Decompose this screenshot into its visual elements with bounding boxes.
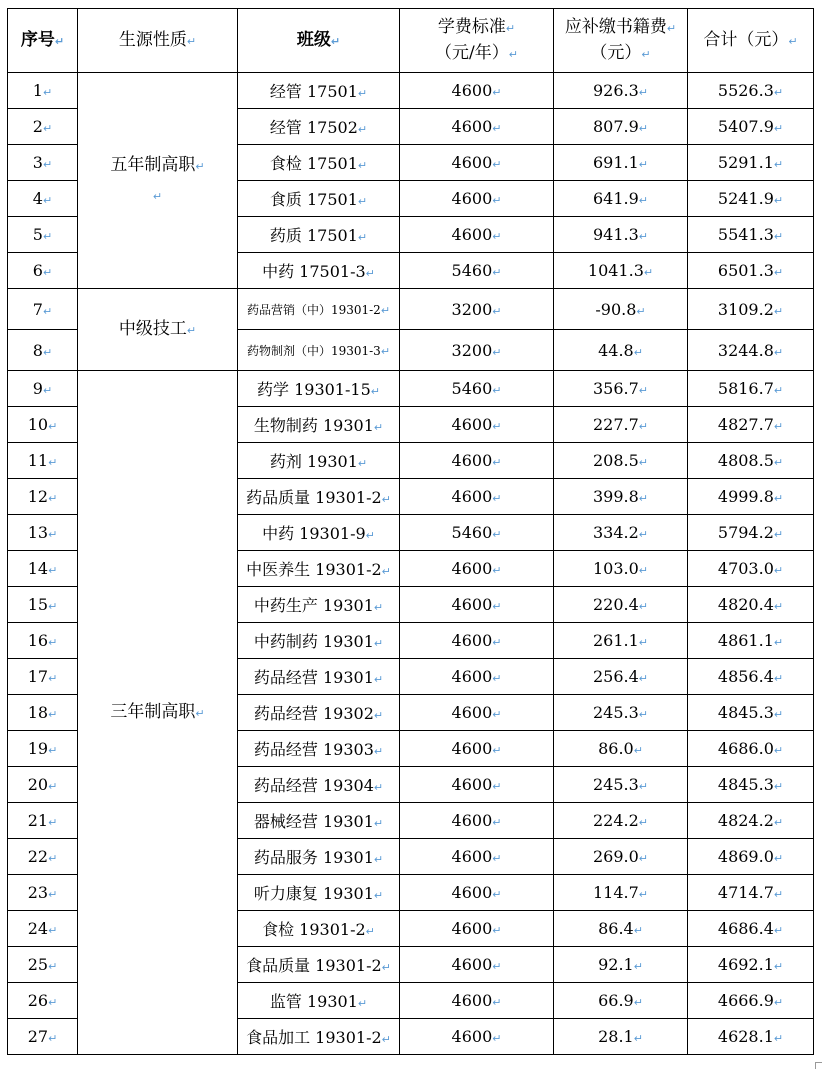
cell-tuition: 4600↵: [400, 551, 554, 587]
cell-books: 334.2↵: [554, 515, 688, 551]
cell-books: 92.1↵: [554, 947, 688, 983]
cell-total: 4703.0↵: [688, 551, 814, 587]
table-row: [8, 73, 814, 109]
cell-index: 25↵: [8, 947, 78, 983]
cell-books: 399.8↵: [554, 479, 688, 515]
cell-tuition: 4600↵: [400, 767, 554, 803]
header-class: 班级↵: [238, 9, 400, 73]
cell-class: 生物制药 19301↵: [238, 407, 400, 443]
cell-tuition: 3200↵: [400, 330, 554, 371]
cell-index: 14↵: [8, 551, 78, 587]
cell-class: 药物制剂（中）19301-3↵: [238, 330, 400, 371]
cell-class: 监管 19301↵: [238, 983, 400, 1019]
cell-index: 17↵: [8, 659, 78, 695]
cell-total: 4856.4↵: [688, 659, 814, 695]
cell-index: 4↵: [8, 181, 78, 217]
cell-index: 5↵: [8, 217, 78, 253]
cell-index: 12↵: [8, 479, 78, 515]
cell-class: 食检 17501↵: [238, 145, 400, 181]
cell-total: 4845.3↵: [688, 695, 814, 731]
cell-books: 114.7↵: [554, 875, 688, 911]
cell-tuition: 5460↵: [400, 253, 554, 289]
cell-books: 28.1↵: [554, 1019, 688, 1055]
cell-books: 44.8↵: [554, 330, 688, 371]
cell-tuition: 4600↵: [400, 947, 554, 983]
cell-books: -90.8↵: [554, 289, 688, 330]
cell-books: 66.9↵: [554, 983, 688, 1019]
page-corner-mark: [815, 1062, 822, 1069]
cell-books: 641.9↵: [554, 181, 688, 217]
cell-total: 4692.1↵: [688, 947, 814, 983]
cell-tuition: 4600↵: [400, 407, 554, 443]
cell-books: 86.0↵: [554, 731, 688, 767]
cell-books: 86.4↵: [554, 911, 688, 947]
cell-class: 经管 17501↵: [238, 73, 400, 109]
cell-total: 4861.1↵: [688, 623, 814, 659]
table-row: [8, 289, 814, 330]
cell-class: 经管 17502↵: [238, 109, 400, 145]
cell-total: 3109.2↵: [688, 289, 814, 330]
cell-class: 药品营销（中）19301-2↵: [238, 289, 400, 330]
cell-tuition: 4600↵: [400, 731, 554, 767]
cell-books: 245.3↵: [554, 695, 688, 731]
cell-class: 食品质量 19301-2↵: [238, 947, 400, 983]
header-books: 应补缴书籍费↵ （元）↵: [554, 9, 688, 73]
cell-tuition: 4600↵: [400, 875, 554, 911]
cell-books: 224.2↵: [554, 803, 688, 839]
cell-tuition: 4600↵: [400, 145, 554, 181]
cell-books: 1041.3↵: [554, 253, 688, 289]
cell-total: 4820.4↵: [688, 587, 814, 623]
cell-index: 24↵: [8, 911, 78, 947]
cell-books: 941.3↵: [554, 217, 688, 253]
cell-tuition: 4600↵: [400, 109, 554, 145]
cell-books: 245.3↵: [554, 767, 688, 803]
cell-index: 15↵: [8, 587, 78, 623]
cell-books: 227.7↵: [554, 407, 688, 443]
cell-source-group: 五年制高职↵ ↵: [78, 73, 238, 289]
cell-tuition: 4600↵: [400, 1019, 554, 1055]
cell-index: 11↵: [8, 443, 78, 479]
cell-total: 4686.0↵: [688, 731, 814, 767]
cell-total: 5526.3↵: [688, 73, 814, 109]
cell-class: 听力康复 19301↵: [238, 875, 400, 911]
cell-index: 3↵: [8, 145, 78, 181]
cell-books: 261.1↵: [554, 623, 688, 659]
cell-tuition: 4600↵: [400, 73, 554, 109]
cell-class: 药品经营 19303↵: [238, 731, 400, 767]
cell-books: 691.1↵: [554, 145, 688, 181]
cell-class: 中药 17501-3↵: [238, 253, 400, 289]
cell-total: 6501.3↵: [688, 253, 814, 289]
cell-tuition: 4600↵: [400, 479, 554, 515]
cell-tuition: 4600↵: [400, 623, 554, 659]
table-body: [8, 73, 814, 1055]
cell-index: 20↵: [8, 767, 78, 803]
cell-total: 5794.2↵: [688, 515, 814, 551]
cell-total: 4808.5↵: [688, 443, 814, 479]
cell-class: 中药 19301-9↵: [238, 515, 400, 551]
cell-index: 13↵: [8, 515, 78, 551]
cell-total: 4999.8↵: [688, 479, 814, 515]
table-row: [8, 371, 814, 407]
cell-tuition: 4600↵: [400, 443, 554, 479]
cell-tuition: 4600↵: [400, 659, 554, 695]
header-row: [8, 9, 814, 73]
cell-tuition: 3200↵: [400, 289, 554, 330]
cell-total: 4628.1↵: [688, 1019, 814, 1055]
cell-total: 4845.3↵: [688, 767, 814, 803]
cell-class: 药学 19301-15↵: [238, 371, 400, 407]
cell-class: 食质 17501↵: [238, 181, 400, 217]
cell-total: 5816.7↵: [688, 371, 814, 407]
cell-total: 4666.9↵: [688, 983, 814, 1019]
header-tuition: 学费标准↵ （元/年）↵: [400, 9, 554, 73]
cell-index: 19↵: [8, 731, 78, 767]
cell-total: 4824.2↵: [688, 803, 814, 839]
cell-class: 食品加工 19301-2↵: [238, 1019, 400, 1055]
cell-class: 器械经营 19301↵: [238, 803, 400, 839]
cell-total: 5541.3↵: [688, 217, 814, 253]
cell-tuition: 4600↵: [400, 983, 554, 1019]
cell-total: 4686.4↵: [688, 911, 814, 947]
cell-index: 6↵: [8, 253, 78, 289]
cell-books: 269.0↵: [554, 839, 688, 875]
cell-index: 9↵: [8, 371, 78, 407]
cell-index: 21↵: [8, 803, 78, 839]
cell-index: 10↵: [8, 407, 78, 443]
header-total: 合计（元）↵: [688, 9, 814, 73]
cell-total: 4869.0↵: [688, 839, 814, 875]
cell-tuition: 4600↵: [400, 839, 554, 875]
cell-tuition: 4600↵: [400, 911, 554, 947]
cell-books: 356.7↵: [554, 371, 688, 407]
cell-tuition: 4600↵: [400, 803, 554, 839]
cell-books: 103.0↵: [554, 551, 688, 587]
cell-tuition: 4600↵: [400, 181, 554, 217]
cell-tuition: 4600↵: [400, 587, 554, 623]
cell-class: 药品经营 19304↵: [238, 767, 400, 803]
header-index: 序号↵: [8, 9, 78, 73]
header-source: 生源性质↵: [78, 9, 238, 73]
cell-index: 1↵: [8, 73, 78, 109]
cell-index: 16↵: [8, 623, 78, 659]
cell-index: 2↵: [8, 109, 78, 145]
cell-tuition: 4600↵: [400, 217, 554, 253]
cell-total: 5291.1↵: [688, 145, 814, 181]
cell-class: 中药制药 19301↵: [238, 623, 400, 659]
cell-class: 中药生产 19301↵: [238, 587, 400, 623]
cell-total: 4714.7↵: [688, 875, 814, 911]
cell-class: 药剂 19301↵: [238, 443, 400, 479]
cell-index: 18↵: [8, 695, 78, 731]
cell-tuition: 5460↵: [400, 515, 554, 551]
cell-books: 256.4↵: [554, 659, 688, 695]
cell-books: 807.9↵: [554, 109, 688, 145]
cell-total: 3244.8↵: [688, 330, 814, 371]
cell-total: 5407.9↵: [688, 109, 814, 145]
cell-class: 药质 17501↵: [238, 217, 400, 253]
cell-source-group: 中级技工↵: [78, 289, 238, 371]
cell-index: 22↵: [8, 839, 78, 875]
cell-index: 27↵: [8, 1019, 78, 1055]
cell-total: 4827.7↵: [688, 407, 814, 443]
cell-books: 208.5↵: [554, 443, 688, 479]
fee-table: [7, 8, 814, 1055]
cell-class: 药品经营 19302↵: [238, 695, 400, 731]
cell-source-group: 三年制高职↵: [78, 371, 238, 1055]
cell-books: 220.4↵: [554, 587, 688, 623]
cell-class: 中医养生 19301-2↵: [238, 551, 400, 587]
cell-class: 药品经营 19301↵: [238, 659, 400, 695]
cell-class: 药品质量 19301-2↵: [238, 479, 400, 515]
cell-tuition: 4600↵: [400, 695, 554, 731]
cell-total: 5241.9↵: [688, 181, 814, 217]
cell-tuition: 5460↵: [400, 371, 554, 407]
cell-index: 8↵: [8, 330, 78, 371]
cell-index: 26↵: [8, 983, 78, 1019]
cell-books: 926.3↵: [554, 73, 688, 109]
cell-index: 7↵: [8, 289, 78, 330]
cell-index: 23↵: [8, 875, 78, 911]
cell-class: 食检 19301-2↵: [238, 911, 400, 947]
cell-class: 药品服务 19301↵: [238, 839, 400, 875]
